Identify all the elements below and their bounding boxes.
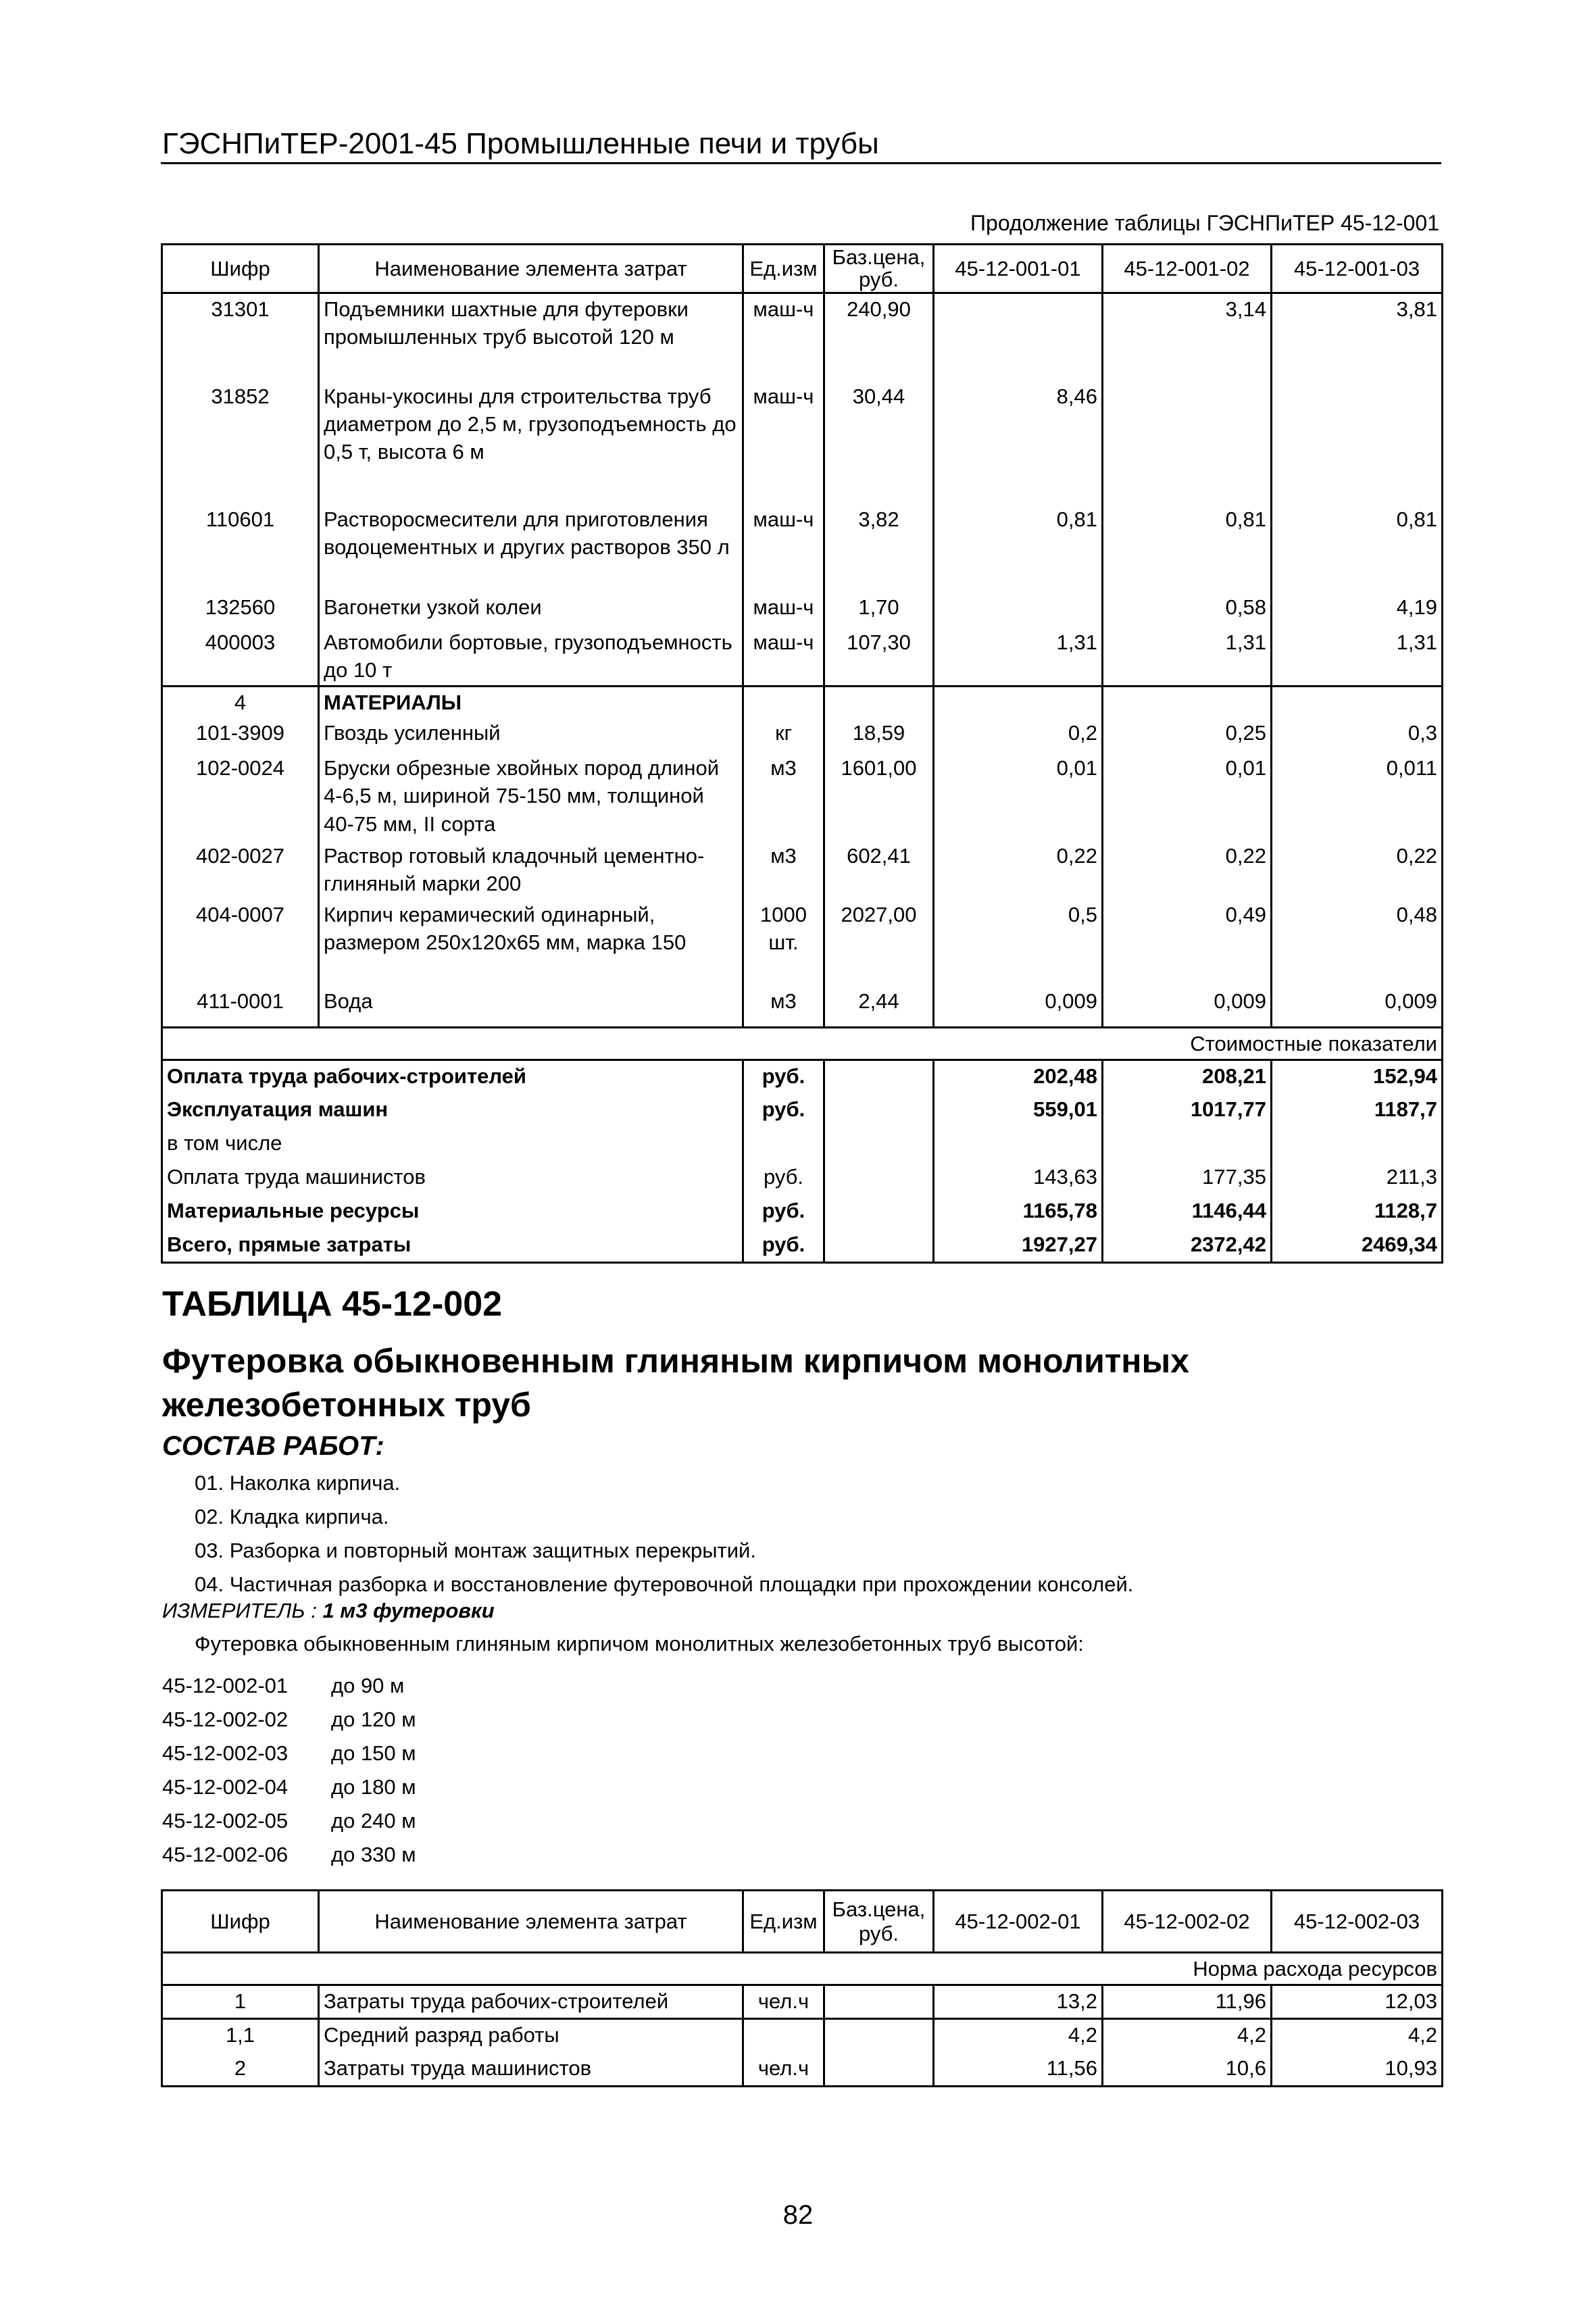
cost-row bbox=[162, 1195, 1443, 1229]
table-row bbox=[162, 2053, 1443, 2087]
row-value bbox=[1272, 381, 1443, 504]
empty-cell bbox=[824, 1162, 934, 1195]
row-price: 107,30 bbox=[824, 627, 934, 687]
row-code: 132560 bbox=[162, 592, 319, 627]
code-id: 45-12-002-04 bbox=[162, 1775, 289, 1799]
row-value: 0,009 bbox=[1272, 986, 1443, 1028]
cost-unit: руб. bbox=[743, 1195, 824, 1229]
cost-indicators-row bbox=[162, 1028, 1443, 1060]
materials-label: МАТЕРИАЛЫ bbox=[319, 687, 743, 718]
row-value: 0,011 bbox=[1272, 753, 1443, 841]
row-price: 3,82 bbox=[824, 504, 934, 592]
row-value: 0,58 bbox=[1103, 592, 1272, 627]
row-value: 10,93 bbox=[1272, 2053, 1443, 2087]
row-code: 2 bbox=[162, 2053, 319, 2087]
row-code: 1 bbox=[162, 1985, 319, 2019]
row-value bbox=[934, 592, 1103, 627]
row-price: 240,90 bbox=[824, 293, 934, 381]
cost-value: 2469,34 bbox=[1272, 1229, 1443, 1263]
code-item bbox=[162, 1669, 416, 1703]
row-name: Затраты труда машинистов bbox=[319, 2053, 743, 2087]
row-name: Автомобили бортовые, грузоподъемность до 10 т bbox=[319, 627, 743, 687]
cost-value: 1146,44 bbox=[1103, 1195, 1272, 1229]
measure-label: ИЗМЕРИТЕЛЬ : bbox=[162, 1599, 317, 1622]
row-name: Вода bbox=[319, 986, 743, 1028]
row-unit: 1000 шт. bbox=[743, 899, 824, 986]
cost-value: 152,94 bbox=[1272, 1060, 1443, 1094]
row-unit: чел.ч bbox=[743, 1985, 824, 2019]
code-item bbox=[162, 1770, 416, 1804]
col-header-unit: Ед.изм bbox=[743, 245, 824, 293]
cost-row bbox=[162, 1094, 1443, 1128]
work-item: 03. Разборка и повторный монтаж защитных перекрытий. bbox=[195, 1539, 756, 1562]
table-row bbox=[162, 504, 1443, 592]
row-name: Вагонетки узкой колеи bbox=[319, 592, 743, 627]
table1-header-row bbox=[162, 245, 1443, 293]
row-value: 0,81 bbox=[934, 504, 1103, 592]
row-price bbox=[824, 1985, 934, 2019]
row-name: Средний разряд работы bbox=[319, 2019, 743, 2053]
row-value: 1,31 bbox=[1272, 627, 1443, 687]
row-value: 8,46 bbox=[934, 381, 1103, 504]
cost-value: 177,35 bbox=[1103, 1162, 1272, 1195]
cost-name: Всего, прямые затраты bbox=[162, 1229, 743, 1263]
row-price bbox=[824, 2019, 934, 2053]
cost-indicators-label: Стоимостные показатели bbox=[162, 1028, 1443, 1060]
measure-line bbox=[162, 1599, 495, 1623]
work-item: 02. Кладка кирпича. bbox=[195, 1505, 389, 1528]
table-45-12-001 bbox=[161, 243, 1443, 1264]
cost-name: в том числе bbox=[162, 1128, 743, 1162]
material-row bbox=[162, 753, 1443, 841]
cost-value: 1017,77 bbox=[1103, 1094, 1272, 1128]
cost-value: 211,3 bbox=[1272, 1162, 1443, 1195]
code-desc: до 150 м bbox=[331, 1741, 416, 1765]
page-number: 82 bbox=[782, 2200, 814, 2230]
cost-unit: руб. bbox=[743, 1094, 824, 1128]
empty-cell bbox=[934, 687, 1103, 718]
col-header-45-12-002-01: 45-12-002-01 bbox=[934, 1891, 1103, 1953]
code-id: 45-12-002-06 bbox=[162, 1843, 289, 1866]
row-value: 0,22 bbox=[1272, 841, 1443, 899]
cost-unit: руб. bbox=[743, 1229, 824, 1263]
row-code: 102-0024 bbox=[162, 753, 319, 841]
row-value: 0,48 bbox=[1272, 899, 1443, 986]
row-unit: маш-ч bbox=[743, 592, 824, 627]
cost-value: 1187,7 bbox=[1272, 1094, 1443, 1128]
row-value: 0,01 bbox=[1103, 753, 1272, 841]
cost-value: 1927,27 bbox=[934, 1229, 1103, 1263]
row-name: Кирпич керамический одинарный, размером 250x120x65 мм, марка 150 bbox=[319, 899, 743, 986]
row-value: 0,01 bbox=[934, 753, 1103, 841]
row-unit: чел.ч bbox=[743, 2053, 824, 2087]
col-header-code: Шифр bbox=[162, 1891, 319, 1953]
code-list bbox=[162, 1669, 416, 1872]
table-row bbox=[162, 381, 1443, 504]
cost-name: Эксплуатация машин bbox=[162, 1094, 743, 1128]
row-name: Краны-укосины для строительства труб диаметром до 2,5 м, грузоподъемность до 0,5 т, высота 6 м bbox=[319, 381, 743, 504]
running-head: ГЭСНПиТЕР-2001-45 Промышленные печи и трубы bbox=[162, 127, 879, 160]
cost-value bbox=[1272, 1128, 1443, 1162]
cost-row bbox=[162, 1229, 1443, 1263]
cost-value: 143,63 bbox=[934, 1162, 1103, 1195]
cost-value: 559,01 bbox=[934, 1094, 1103, 1128]
code-id: 45-12-002-03 bbox=[162, 1741, 289, 1765]
row-value: 0,81 bbox=[1272, 504, 1443, 592]
table-row bbox=[162, 592, 1443, 627]
col-header-name: Наименование элемента затрат bbox=[319, 245, 743, 293]
cost-value: 202,48 bbox=[934, 1060, 1103, 1094]
table-title: ТАБЛИЦА 45-12-002 bbox=[162, 1285, 503, 1324]
row-value: 0,5 bbox=[934, 899, 1103, 986]
row-unit: м3 bbox=[743, 841, 824, 899]
row-value: 4,2 bbox=[934, 2019, 1103, 2053]
row-price: 2,44 bbox=[824, 986, 934, 1028]
cost-name: Оплата труда рабочих-строителей bbox=[162, 1060, 743, 1094]
row-code: 400003 bbox=[162, 627, 319, 687]
row-price: 2027,00 bbox=[824, 899, 934, 986]
col-header-45-12-002-03: 45-12-002-03 bbox=[1272, 1891, 1443, 1953]
code-id: 45-12-002-05 bbox=[162, 1809, 289, 1833]
measure-value: 1 м3 футеровки bbox=[322, 1599, 495, 1622]
cost-value: 208,21 bbox=[1103, 1060, 1272, 1094]
row-name: Раствор готовый кладочный цементно-глиняный марки 200 bbox=[319, 841, 743, 899]
row-name: Затраты труда рабочих-строителей bbox=[319, 1985, 743, 2019]
cost-value: 2372,42 bbox=[1103, 1229, 1272, 1263]
continuation-label: Продолжение таблицы ГЭСНПиТЕР 45-12-001 bbox=[970, 211, 1439, 235]
row-value: 11,96 bbox=[1103, 1985, 1272, 2019]
col-header-unit: Ед.изм bbox=[743, 1891, 824, 1953]
row-code: 110601 bbox=[162, 504, 319, 592]
row-value: 0,22 bbox=[1103, 841, 1272, 899]
col-header-name: Наименование элемента затрат bbox=[319, 1891, 743, 1953]
work-composition-label: СОСТАВ РАБОТ: bbox=[162, 1431, 384, 1461]
cost-value: 1128,7 bbox=[1272, 1195, 1443, 1229]
code-item bbox=[162, 1703, 416, 1737]
table2-header-row bbox=[162, 1891, 1443, 1953]
cost-unit bbox=[743, 1128, 824, 1162]
row-code: 31852 bbox=[162, 381, 319, 504]
row-unit: маш-ч bbox=[743, 504, 824, 592]
row-value: 0,009 bbox=[934, 986, 1103, 1028]
row-value: 0,3 bbox=[1272, 718, 1443, 753]
row-code: 31301 bbox=[162, 293, 319, 381]
code-desc: до 240 м bbox=[331, 1809, 416, 1833]
row-value bbox=[1103, 381, 1272, 504]
cost-row bbox=[162, 1060, 1443, 1094]
materials-header-row bbox=[162, 687, 1443, 718]
col-header-45-12-001-03: 45-12-001-03 bbox=[1272, 245, 1443, 293]
empty-cell bbox=[824, 687, 934, 718]
row-unit: м3 bbox=[743, 986, 824, 1028]
table1-body bbox=[162, 293, 1443, 1263]
row-price bbox=[824, 2053, 934, 2087]
empty-cell bbox=[1272, 687, 1443, 718]
header-rule bbox=[161, 162, 1441, 164]
row-value: 0,49 bbox=[1103, 899, 1272, 986]
empty-cell bbox=[824, 1128, 934, 1162]
table-row bbox=[162, 627, 1443, 687]
norm-label: Норма расхода ресурсов bbox=[162, 1953, 1443, 1985]
row-price: 602,41 bbox=[824, 841, 934, 899]
row-price: 18,59 bbox=[824, 718, 934, 753]
row-value: 4,19 bbox=[1272, 592, 1443, 627]
table2-body bbox=[162, 1953, 1443, 2087]
row-value: 1,31 bbox=[934, 627, 1103, 687]
row-price: 1,70 bbox=[824, 592, 934, 627]
work-item: 01. Наколка кирпича. bbox=[195, 1471, 401, 1495]
code-id: 45-12-002-02 bbox=[162, 1708, 289, 1731]
row-code: 404-0007 bbox=[162, 899, 319, 986]
material-row bbox=[162, 899, 1443, 986]
cost-name: Материальные ресурсы bbox=[162, 1195, 743, 1229]
work-item: 04. Частичная разборка и восстановление футеровочной площадки при прохождении консолей. bbox=[195, 1572, 1134, 1596]
code-desc: до 180 м bbox=[331, 1775, 416, 1799]
row-code: 1,1 bbox=[162, 2019, 319, 2053]
row-price: 1601,00 bbox=[824, 753, 934, 841]
row-unit bbox=[743, 2019, 824, 2053]
cost-row bbox=[162, 1162, 1443, 1195]
row-unit: кг bbox=[743, 718, 824, 753]
section-title: Футеровка обыкновенным глиняным кирпичом монолитных железобетонных труб bbox=[162, 1342, 1190, 1424]
table-45-12-002 bbox=[161, 1889, 1443, 2087]
work-list bbox=[195, 1466, 1133, 1601]
code-item bbox=[162, 1838, 416, 1872]
row-value: 13,2 bbox=[934, 1985, 1103, 2019]
empty-cell bbox=[824, 1094, 934, 1128]
empty-cell bbox=[1103, 687, 1272, 718]
row-value: 0,009 bbox=[1103, 986, 1272, 1028]
row-price: 30,44 bbox=[824, 381, 934, 504]
empty-cell bbox=[824, 1229, 934, 1263]
row-value: 10,6 bbox=[1103, 2053, 1272, 2087]
row-code: 402-0027 bbox=[162, 841, 319, 899]
row-code: 411-0001 bbox=[162, 986, 319, 1028]
materials-code: 4 bbox=[162, 687, 319, 718]
material-row bbox=[162, 718, 1443, 753]
norm-label-row bbox=[162, 1953, 1443, 1985]
row-value: 11,56 bbox=[934, 2053, 1103, 2087]
col-header-45-12-001-01: 45-12-001-01 bbox=[934, 245, 1103, 293]
col-header-45-12-002-02: 45-12-002-02 bbox=[1103, 1891, 1272, 1953]
col-header-45-12-001-02: 45-12-001-02 bbox=[1103, 245, 1272, 293]
empty-cell bbox=[743, 687, 824, 718]
table-row bbox=[162, 1985, 1443, 2019]
row-name: Бруски обрезные хвойных пород длиной 4-6,5 м, шириной 75-150 мм, толщиной 40-75 мм, II сорта bbox=[319, 753, 743, 841]
code-item bbox=[162, 1804, 416, 1838]
row-value: 3,14 bbox=[1103, 293, 1272, 381]
cost-unit: руб. bbox=[743, 1162, 824, 1195]
row-name: Гвоздь усиленный bbox=[319, 718, 743, 753]
row-unit: маш-ч bbox=[743, 627, 824, 687]
row-value: 12,03 bbox=[1272, 1985, 1443, 2019]
code-desc: до 90 м bbox=[331, 1674, 405, 1697]
row-name: Растворосмесители для приготовления водоцементных и других растворов 350 л bbox=[319, 504, 743, 592]
material-row bbox=[162, 986, 1443, 1028]
row-value: 0,22 bbox=[934, 841, 1103, 899]
cost-row bbox=[162, 1128, 1443, 1162]
table-row bbox=[162, 2019, 1443, 2053]
row-value: 4,2 bbox=[1272, 2019, 1443, 2053]
cost-unit: руб. bbox=[743, 1060, 824, 1094]
row-value: 4,2 bbox=[1103, 2019, 1272, 2053]
cost-value bbox=[934, 1128, 1103, 1162]
row-value: 0,2 bbox=[934, 718, 1103, 753]
row-unit: маш-ч bbox=[743, 293, 824, 381]
cost-value: 1165,78 bbox=[934, 1195, 1103, 1229]
row-name: Подъемники шахтные для футеровки промышленных труб высотой 120 м bbox=[319, 293, 743, 381]
cost-name: Оплата труда машинистов bbox=[162, 1162, 743, 1195]
code-item bbox=[162, 1737, 416, 1770]
row-value bbox=[934, 293, 1103, 381]
intro-text: Футеровка обыкновенным глиняным кирпичом монолитных железобетонных труб высотой: bbox=[195, 1632, 1084, 1656]
col-header-code: Шифр bbox=[162, 245, 319, 293]
row-code: 101-3909 bbox=[162, 718, 319, 753]
row-unit: маш-ч bbox=[743, 381, 824, 504]
code-desc: до 120 м bbox=[331, 1708, 416, 1731]
empty-cell bbox=[824, 1195, 934, 1229]
row-value: 0,25 bbox=[1103, 718, 1272, 753]
row-value: 0,81 bbox=[1103, 504, 1272, 592]
table-row bbox=[162, 293, 1443, 381]
row-unit: м3 bbox=[743, 753, 824, 841]
code-desc: до 330 м bbox=[331, 1843, 416, 1866]
row-value: 3,81 bbox=[1272, 293, 1443, 381]
col-header-price: Баз.цена, руб. bbox=[824, 245, 934, 293]
row-value: 1,31 bbox=[1103, 627, 1272, 687]
col-header-price: Баз.цена, руб. bbox=[824, 1891, 934, 1953]
cost-value bbox=[1103, 1128, 1272, 1162]
material-row bbox=[162, 841, 1443, 899]
code-id: 45-12-002-01 bbox=[162, 1674, 289, 1697]
empty-cell bbox=[824, 1060, 934, 1094]
